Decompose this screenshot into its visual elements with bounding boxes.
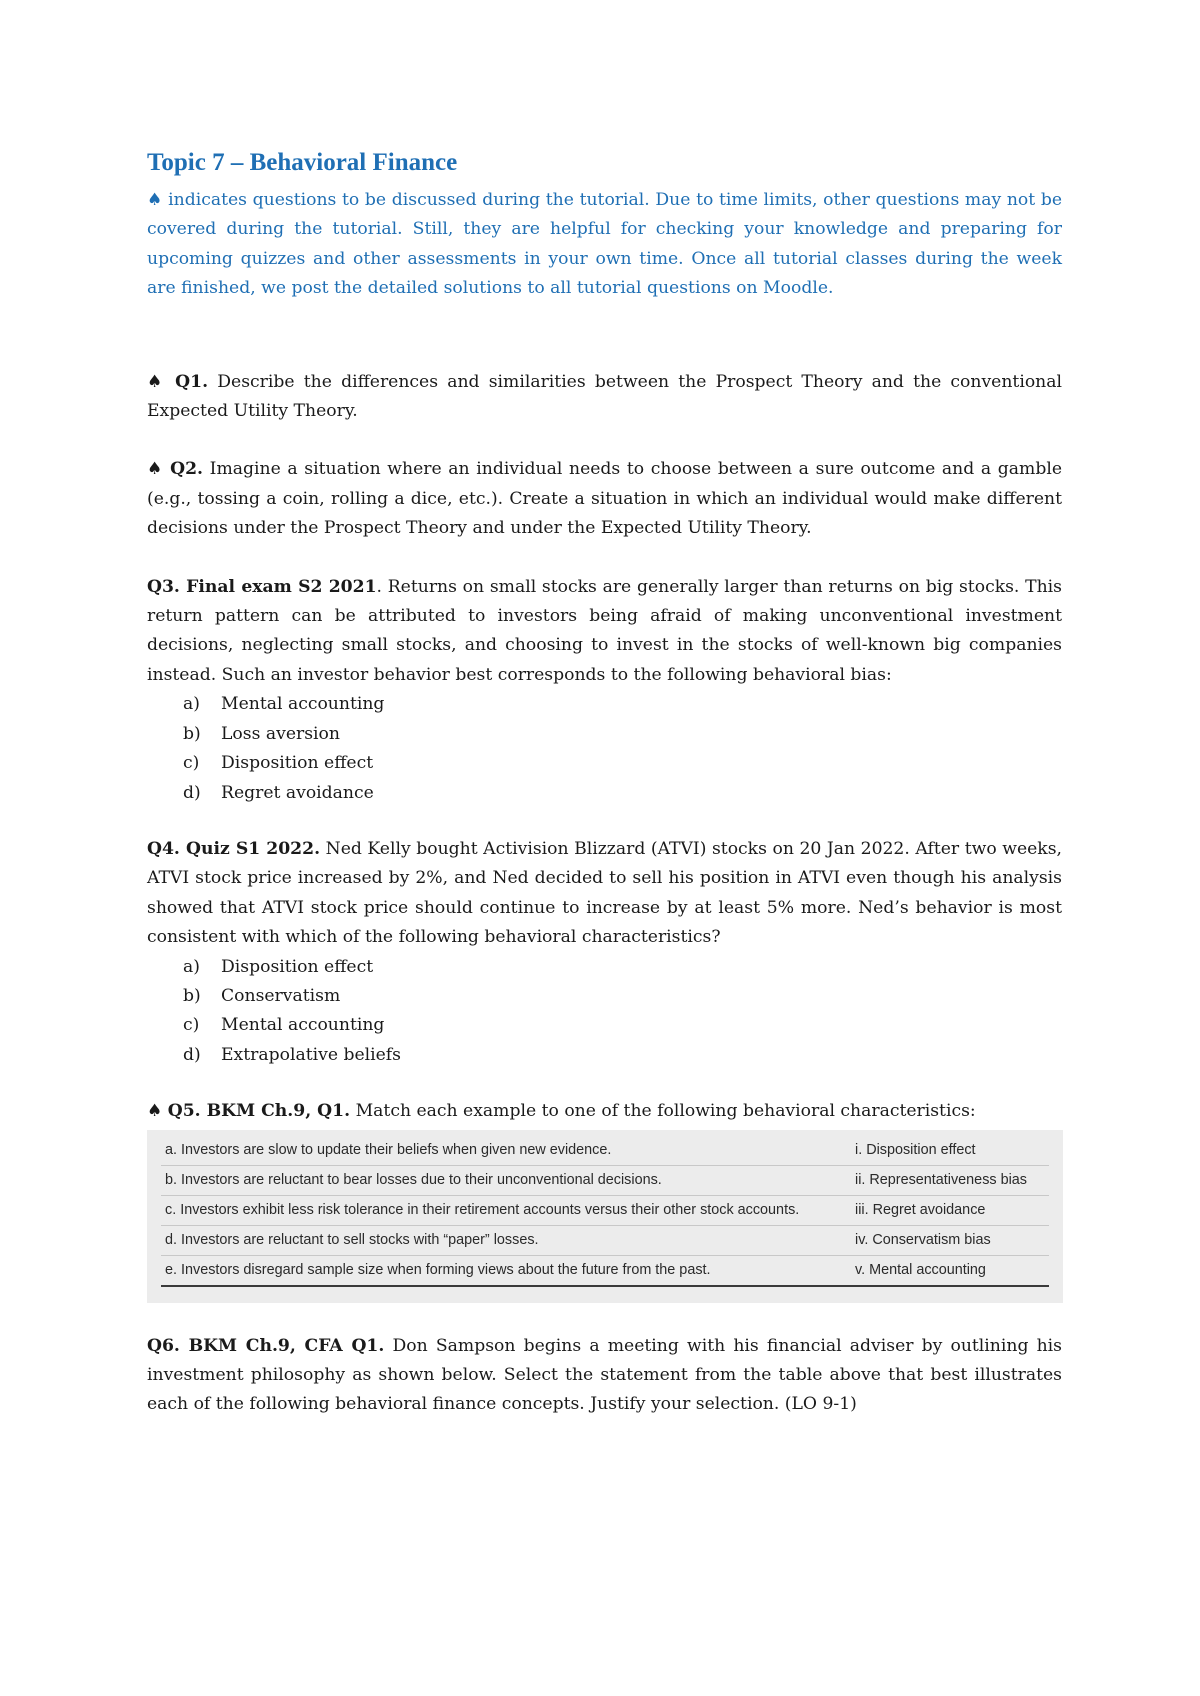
- option-text: Conservatism: [221, 985, 341, 1006]
- document-content: [147, 146, 1062, 1420]
- question-4-options: [147, 953, 1062, 1071]
- characteristic-cell: iii. Regret avoidance: [833, 1195, 1049, 1225]
- option-item: [183, 1011, 1062, 1040]
- option-item: [183, 720, 1062, 749]
- question-3: [147, 573, 1062, 691]
- spade-icon: ♠: [147, 371, 166, 392]
- question-6-text: Don Sampson begins a meeting with his financial adviser by outlining his investment philosophy as shown below. Select the statement from the table above that best illustrates each of the following behavioral finance concepts. Justify your selection. (LO 9-1): [147, 1335, 1062, 1415]
- characteristic-cell: iv. Conservatism bias: [833, 1225, 1049, 1255]
- option-text: Mental accounting: [221, 1015, 385, 1036]
- spade-icon: ♠: [147, 190, 163, 210]
- option-text: Regret avoidance: [221, 782, 374, 803]
- question-3-options: [147, 690, 1062, 808]
- option-letter: d): [183, 782, 201, 803]
- question-2-label: Q2.: [170, 459, 204, 480]
- table-row: [161, 1195, 1049, 1225]
- characteristic-cell: v. Mental accounting: [855, 1262, 986, 1279]
- matching-table-figure: [147, 1130, 1063, 1303]
- question-1-label: Q1.: [175, 371, 209, 392]
- page-title: Topic 7 – Behavioral Finance: [147, 149, 458, 176]
- spade-icon: ♠: [147, 459, 164, 480]
- question-3-label: Q3. Final exam S2 2021: [147, 576, 377, 597]
- question-6: [147, 1332, 1062, 1420]
- table-row: [161, 1136, 1049, 1166]
- question-5-text: Match each example to one of the following behavioral characteristics:: [355, 1101, 976, 1122]
- option-item: [183, 749, 1062, 778]
- option-item: [183, 982, 1062, 1011]
- option-text: Loss aversion: [221, 723, 340, 744]
- option-letter: b): [183, 723, 201, 744]
- intro-note: [147, 186, 1062, 304]
- example-cell: c. Investors exhibit less risk tolerance in their retirement accounts versus their other stock accounts.: [161, 1195, 833, 1225]
- example-cell: b. Investors are reluctant to bear losses due to their unconventional decisions.: [161, 1165, 833, 1195]
- option-letter: b): [183, 985, 201, 1006]
- table-row: [161, 1255, 1049, 1286]
- spade-icon: ♠: [147, 1101, 163, 1122]
- option-letter: c): [183, 1015, 200, 1036]
- option-letter: d): [183, 1044, 201, 1065]
- example-cell: a. Investors are slow to update their beliefs when given new evidence.: [161, 1136, 833, 1166]
- option-letter: a): [183, 956, 200, 977]
- characteristic-cell: ii. Representativeness bias: [833, 1165, 1049, 1195]
- option-text: Disposition effect: [221, 956, 374, 977]
- question-3-text: . Returns on small stocks are generally larger than returns on big stocks. This return pattern can be attributed to investors being afraid of making unconventional investment decisions, neglecting small stocks, and choosing to invest in the stocks of well-known big companies instead. Such an investor behavior best corresponds to the following behavioral bias:: [147, 576, 1062, 685]
- question-4: [147, 835, 1062, 953]
- option-item: [183, 690, 1062, 719]
- question-6-label: Q6. BKM Ch.9, CFA Q1.: [147, 1335, 385, 1356]
- question-5-label: Q5. BKM Ch.9, Q1.: [167, 1101, 351, 1122]
- option-text: Mental accounting: [221, 694, 385, 715]
- option-item: [183, 1041, 1062, 1070]
- question-1-text: Describe the differences and similarities between the Prospect Theory and the conventional Expected Utility Theory.: [147, 371, 1062, 422]
- question-5: [147, 1097, 1062, 1126]
- question-1: [147, 368, 1062, 427]
- option-text: Extrapolative beliefs: [221, 1044, 401, 1065]
- question-2-text: Imagine a situation where an individual needs to choose between a sure outcome and a gamble (e.g., tossing a coin, rolling a dice, etc.). Create a situation in which an individual would make different decisions under the Prospect Theory and under the Expected Utility Theory.: [147, 459, 1062, 539]
- table-row: [161, 1225, 1049, 1255]
- question-4-text: Ned Kelly bought Activision Blizzard (ATVI) stocks on 20 Jan 2022. After two weeks, ATVI stock price increased by 2%, and Ned decided to sell his position in ATVI even though his analysis showed that ATVI stock price should continue to increase by at least 5% more. Ned’s behavior is most consistent with which of the following behavioral characteristics?: [147, 838, 1062, 948]
- intro-text: indicates questions to be discussed during the tutorial. Due to time limits, other questions may not be covered during the tutorial. Still, they are helpful for checking your knowledge and preparing for upcoming quizzes and other assessments in your own time. Once all tutorial classes during the week are finished, we post the detailed solutions to all tutorial questions on Moodle.: [147, 190, 1063, 299]
- option-text: Disposition effect: [221, 753, 374, 774]
- example-cell: d. Investors are reluctant to sell stocks with “paper” losses.: [161, 1225, 833, 1255]
- table-row: [161, 1165, 1049, 1195]
- option-letter: c): [183, 753, 200, 774]
- example-cell: e. Investors disregard sample size when forming views about the future from the past.: [165, 1262, 711, 1279]
- matching-table: [161, 1136, 1049, 1287]
- characteristic-cell: i. Disposition effect: [833, 1136, 1049, 1166]
- question-4-label: Q4. Quiz S1 2022.: [147, 838, 321, 859]
- option-letter: a): [183, 694, 200, 715]
- option-item: [183, 953, 1062, 982]
- question-2: [147, 455, 1062, 543]
- option-item: [183, 779, 1062, 808]
